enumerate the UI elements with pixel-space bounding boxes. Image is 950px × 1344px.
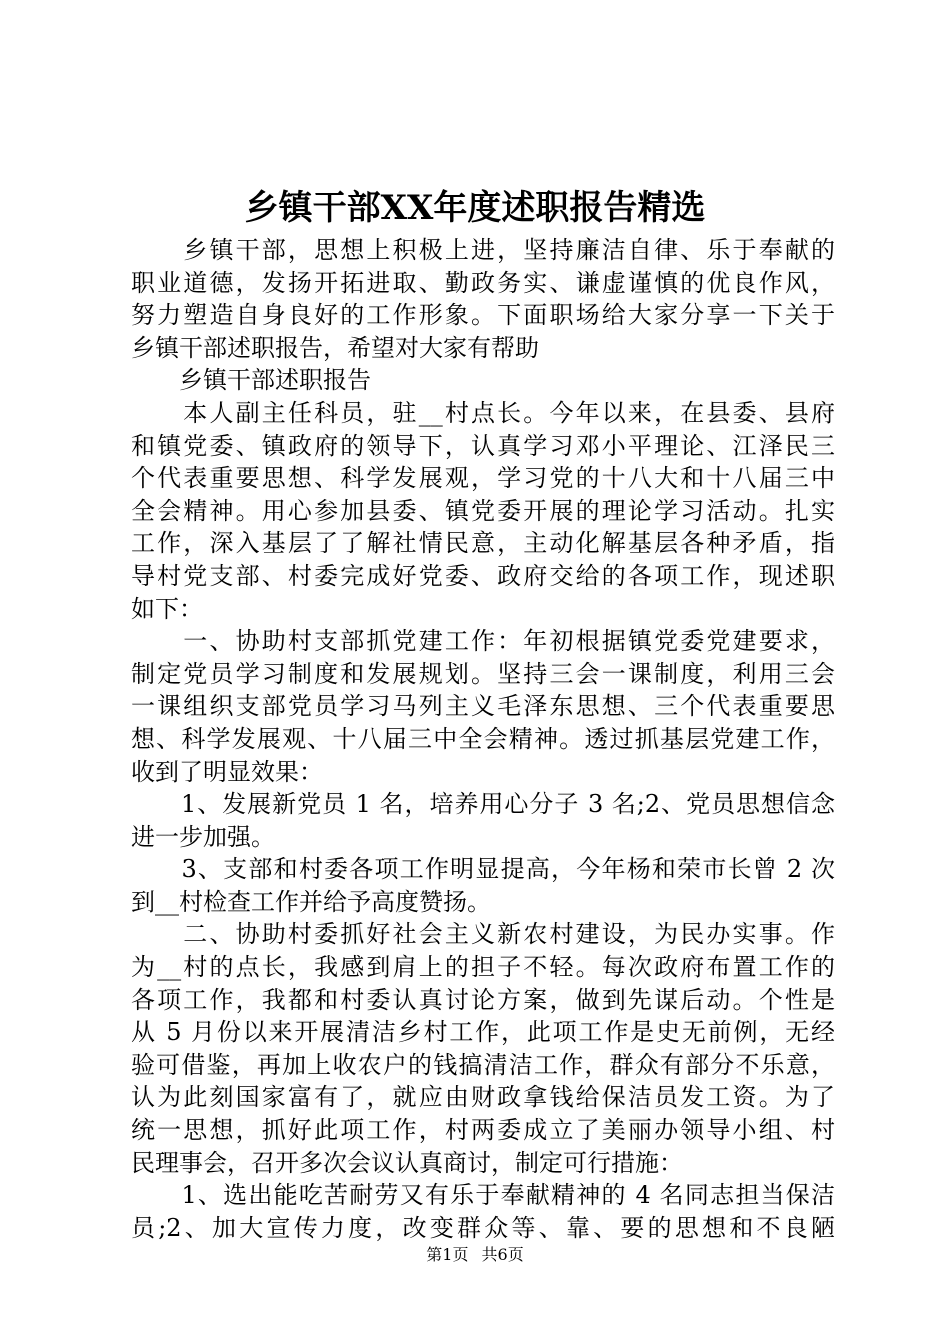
document-body	[131, 234, 835, 1244]
text-line: 乡镇干部，思想上积极上进，坚持廉洁自律、乐于奉献的	[131, 236, 835, 264]
text-line: 进一步加强。	[131, 822, 275, 851]
text-line: 员;2、加大宣传力度，改变群众等、靠、要的思想和不良陋	[131, 1213, 835, 1242]
text-line: 为__村的点长，我感到肩上的担子不轻。每次政府布置工作的	[131, 953, 835, 982]
text-line: 民理事会，召开多次会议认真商讨，制定可行措施：	[131, 1148, 683, 1177]
text-line: 1、发展新党员 1 名，培养用心分子 3 名;2、党员思想信念	[131, 790, 835, 819]
text-line: 职业道德，发扬开拓进取、勤政务实、谦虚谨慎的优良作风，	[131, 268, 835, 297]
text-line: 工作，深入基层了了解社情民意，主动化解基层各种矛盾，指	[131, 529, 835, 558]
text-line: 想、科学发展观、十八届三中全会精神。透过抓基层党建工作，	[131, 724, 835, 753]
text-line: 全会精神。用心参加县委、镇党委开展的理论学习活动。扎实	[131, 496, 835, 525]
text-line: 二、协助村委抓好社会主义新农村建设，为民办实事。作	[131, 920, 835, 949]
text-line: 个代表重要思想、科学发展观，学习党的十八大和十八届三中	[131, 464, 835, 493]
text-line: 统一思想，抓好此项工作，村两委成立了美丽办领导小组、村	[131, 1116, 835, 1145]
text-line: 乡镇干部述职报告	[131, 366, 371, 395]
text-line: 如下：	[131, 594, 203, 623]
text-line: 从 5 月份以来开展清洁乡村工作，此项工作是史无前例，无经	[131, 1018, 835, 1047]
page-number: 第1页	[426, 1245, 469, 1264]
text-line: 3、支部和村委各项工作明显提高，今年杨和荣市长曾 2 次	[131, 855, 835, 884]
text-line: 一课组织支部党员学习马列主义毛泽东思想、三个代表重要思	[131, 692, 835, 721]
page-total: 共6页	[481, 1245, 524, 1264]
text-line: 认为此刻国家富有了，就应由财政拿钱给保洁员发工资。为了	[131, 1083, 835, 1112]
text-line: 各项工作，我都和村委认真讨论方案，做到先谋后动。个性是	[131, 985, 835, 1014]
text-line: 收到了明显效果：	[131, 757, 323, 786]
text-line: 到__村检查工作并给予高度赞扬。	[131, 887, 491, 916]
text-line: 一、协助村支部抓党建工作：年初根据镇党委党建要求，	[131, 627, 835, 656]
text-line: 验可借鉴，再加上收农户的钱搞清洁工作，群众有部分不乐意，	[131, 1050, 835, 1079]
text-line: 导村党支部、村委完成好党委、政府交给的各项工作，现述职	[131, 561, 835, 590]
page-footer	[0, 1243, 950, 1267]
text-line: 制定党员学习制度和发展规划。坚持三会一课制度，利用三会	[131, 659, 835, 688]
text-line: 乡镇干部述职报告，希望对大家有帮助	[131, 333, 539, 362]
text-line: 努力塑造自身良好的工作形象。下面职场给大家分享一下关于	[131, 301, 835, 330]
text-line: 1、选出能吃苦耐劳又有乐于奉献精神的 4 名同志担当保洁	[131, 1181, 835, 1210]
text-line: 和镇党委、镇政府的领导下，认真学习邓小平理论、江泽民三	[131, 431, 835, 460]
document-title: 乡镇干部XX年度述职报告精选	[244, 188, 706, 228]
text-line: 本人副主任科员，驻__村点长。今年以来，在县委、县府	[131, 398, 835, 427]
